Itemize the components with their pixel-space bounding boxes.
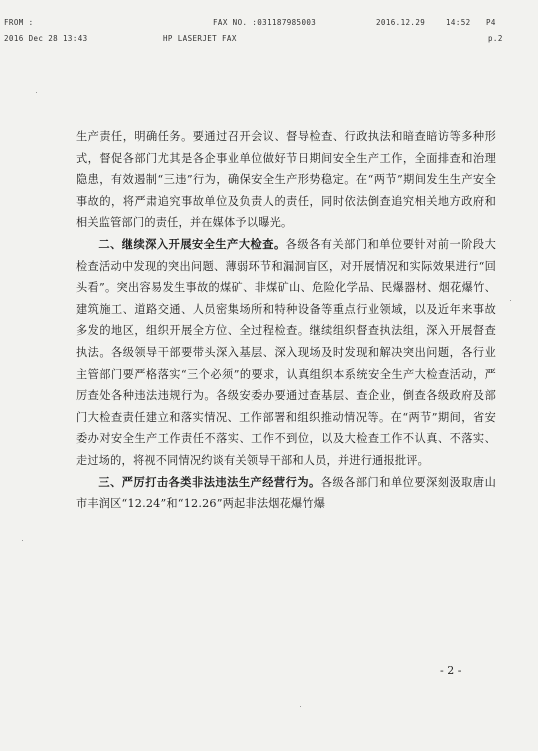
fax-time: 14:52	[446, 18, 471, 27]
paragraph-crackdown	[76, 472, 496, 515]
fax-page-code: P4	[486, 18, 496, 27]
fax-from-label: FROM :	[4, 18, 34, 27]
printer-page-ref: p.2	[488, 34, 503, 43]
fax-date: 2016.12.29	[376, 18, 426, 27]
paragraph-text: 生产责任，明确任务。要通过召开会议、督导检查、行政执法和暗查暗访等多种形式，督促各部门尤其是各企事业单位做好节日期间安全生产工作，全面排查和治理隐患，有效遏制“三违”行为，确保安全生产形势稳定。在“两节”期间发生生产安全事故的，将严肃追究事故单位及负责人的责任，同时依法倒查追究相关地方政府和相关监管部门的责任，并在媒体予以曝光。	[76, 130, 496, 230]
paragraph-responsibility	[76, 126, 496, 234]
page-number: - 2 -	[440, 664, 462, 677]
printer-device: HP LASERJET FAX	[163, 34, 237, 43]
fax-number: FAX NO. :031187985003	[213, 18, 317, 27]
section-heading: 二、继续深入开展安全生产大检查。	[98, 236, 286, 251]
paragraph-text: 各级各有关部门和单位要针对前一阶段大检查活动中发现的突出问题、薄弱环节和漏洞盲区，对开展情况和实际效果进行“回头看”。突出容易发生事故的煤矿、非煤矿山、危险化学品、民爆器材、烟花爆竹、建筑施工、道路交通、人员密集场所和特种设备等重点行业领域，以及近年来事故多发的地区，组织开展全方位、全过程检查。继续组织督查执法组，深入开展督查执法。各级领导干部要带头深入基层、深入现场及时发现和解决突出问题，各行业主管部门要严格落实“三个必须”的要求，认真组织本系统安全生产大检查活动，严厉查处各种违法违规行为。各级安委办要通过查基层、查企业，倒查各级政府及部门大检查责任建立和落实情况、工作部署和组织推动情况等。在“两节”期间，省安委办对安全生产工作责任不落实、工作不到位，以及大检查工作不认真、不落实、走过场的，将视不同情况约谈有关领导干部和人员，并进行通报批评。	[76, 237, 497, 467]
printer-timestamp: 2016 Dec 28 13:43	[4, 34, 88, 43]
paragraph-inspection	[76, 234, 496, 472]
paragraph-text: 各级各部门和单位要深刻汲取唐山市丰润区“12.24”和“12.26”两起非法烟花爆竹爆	[76, 475, 496, 511]
document-body	[76, 126, 496, 515]
section-heading: 三、严厉打击各类非法违法生产经营行为。	[98, 474, 321, 489]
